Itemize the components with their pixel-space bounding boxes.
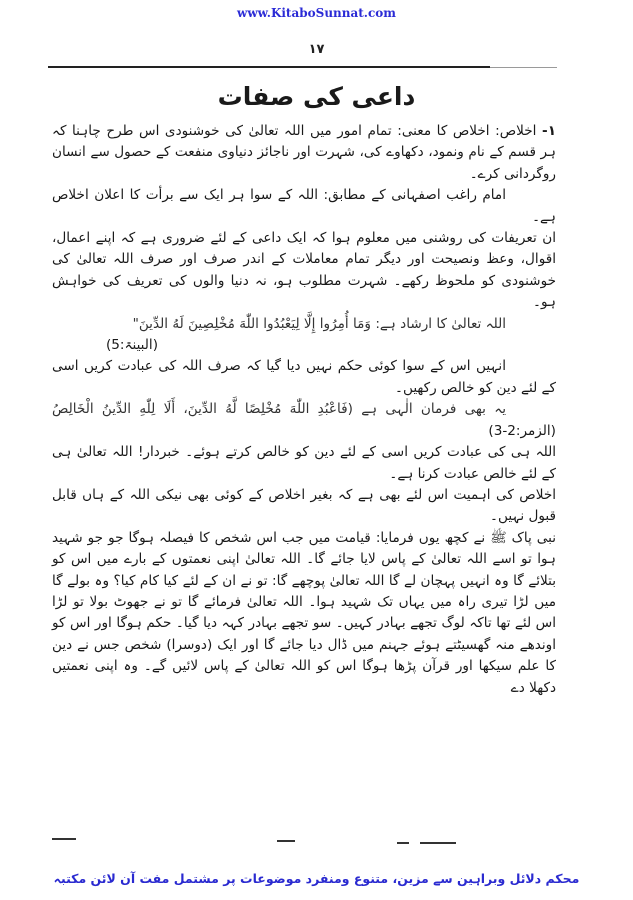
scan-mark <box>52 838 76 840</box>
quran-reference: (الزمر:2-3) <box>488 422 556 439</box>
paragraph-text: ان تعریفات کی روشنی میں معلوم ہوا کہ ایک داعی کے لئے ضروری ہے کہ اپنے اعمال، اقوال، وعظ ونصیحت اور دیگر تمام معاملات کے اندر صرف اور صرف اللہ تعالیٰ کی خوشنودی کو ملحوظ رکھے۔ شہرت مطلوب ہو، نہ دنیا والوں کی تعریف کی خواہش ہو۔ <box>52 230 556 311</box>
scan-mark <box>397 842 409 844</box>
paragraph-4 <box>52 314 556 357</box>
paragraph-3 <box>52 228 556 314</box>
body-text <box>52 121 556 699</box>
paragraph-2 <box>52 185 556 228</box>
page-number: ۱۷ <box>308 42 325 57</box>
paragraph-text: نبی پاک ﷺ نے کچھ یوں فرمایا: قیامت میں جب اس شخص کا فیصلہ ہوگا جو جو شہید ہوا تو اسے اللہ تعالیٰ کے پاس لایا جائے گا۔ اللہ تعالیٰ اپنی نعمتوں کے بارے میں اس کو بتلائے گا وہ انہیں پہچان لے گا اللہ تعالیٰ پوچھے گا: تو نے ان کے لئے کیا کام کیا؟ وہ بولے گا میں لڑا تیری راہ میں یہاں تک شہید ہوا۔ اللہ تعالیٰ فرمائے گا تو نے جھوٹ بولا تو لڑا اس لئے تھا تاکہ لوگ تجھے بہادر کہیں۔ سو تجھے بہادر کہہ دیا گیا۔ حکم ہوگا اور اس کو اوندھے منہ گھسیٹتے ہوئے جہنم میں ڈال دیا جائے گا اور ایک (دوسرا) شخص جس نے دین کا علم سیکھا اور قرآن پڑھا ہوگا اس کو اللہ تعالیٰ کے پاس لائیں گے۔ وہ اپنی نعمتیں دکھلا دے <box>52 529 556 696</box>
paragraph-text: اخلاص کی اہمیت اس لئے بھی ہے کہ بغیر اخلاص کے کوئی بھی نیکی اللہ کے ہاں قابل قبول نہیں۔ <box>52 486 556 525</box>
scan-mark <box>420 842 456 844</box>
paragraph-5 <box>52 356 556 399</box>
header-rule <box>48 66 490 68</box>
paragraph-text: اللہ تعالیٰ کا ارشاد ہے: وَمَا أُمِرُوا إِلَّا لِيَعْبُدُوا اللّٰهَ مُخْلِصِينَ لَهُ الدِّينَ" <box>132 315 506 332</box>
scan-artifacts <box>52 838 556 844</box>
paragraph-9 <box>52 528 556 699</box>
footer-tagline: محکم دلائل وبراہین سے مزین، متنوع ومنفرد موضوعات پر مشتمل مفت آن لائن مکتبہ <box>53 871 580 886</box>
paragraph-text: یہ بھی فرمان الٰہی ہے (فَاعْبُدِ اللّٰهَ مُخْلِصًا لَّهُ الدِّينَ، أَلَا لِلّٰهِ الدِّينُ الْخَالِصُ <box>52 401 506 418</box>
section-number: ۱- <box>542 123 557 139</box>
paragraph-1 <box>52 121 556 185</box>
paragraph-8 <box>52 485 556 528</box>
paragraph-6 <box>52 399 556 442</box>
chapter-title: داعی کی صفات <box>217 82 416 111</box>
quran-reference: (البینۃ:5) <box>105 337 158 354</box>
paragraph-text: اللہ ہی کی عبادت کریں اسی کے لئے دین کو خالص کرتے ہوئے۔ خبردار! اللہ تعالیٰ ہی کے لئے خالص عبادت کرنا ہے۔ <box>52 444 556 482</box>
watermark-url[interactable]: www.KitaboSunnat.com <box>236 6 396 20</box>
paragraph-text: اخلاص: اخلاص کا معنی: تمام امور میں اللہ تعالیٰ کی خوشنودی اس طرح چاہنا کہ ہر قسم کے نام ونمود، دکھاوے کی، شہرت اور ناجائز دنیاوی منفعت کے حصول سے انسان روگردانی کرے۔ <box>52 123 556 182</box>
paragraph-7 <box>52 442 556 485</box>
scan-mark <box>277 840 295 842</box>
paragraph-text: انہیں اس کے سوا کوئی حکم نہیں دیا گیا کہ صرف اللہ کی عبادت کریں اسی کے لئے دین کو خالص رکھیں۔ <box>52 358 556 396</box>
paragraph-text: امام راغب اصفہانی کے مطابق: اللہ کے سوا ہر ایک سے برأت کا اعلان اخلاص ہے۔ <box>52 187 556 225</box>
header-rule-tail <box>490 67 557 68</box>
